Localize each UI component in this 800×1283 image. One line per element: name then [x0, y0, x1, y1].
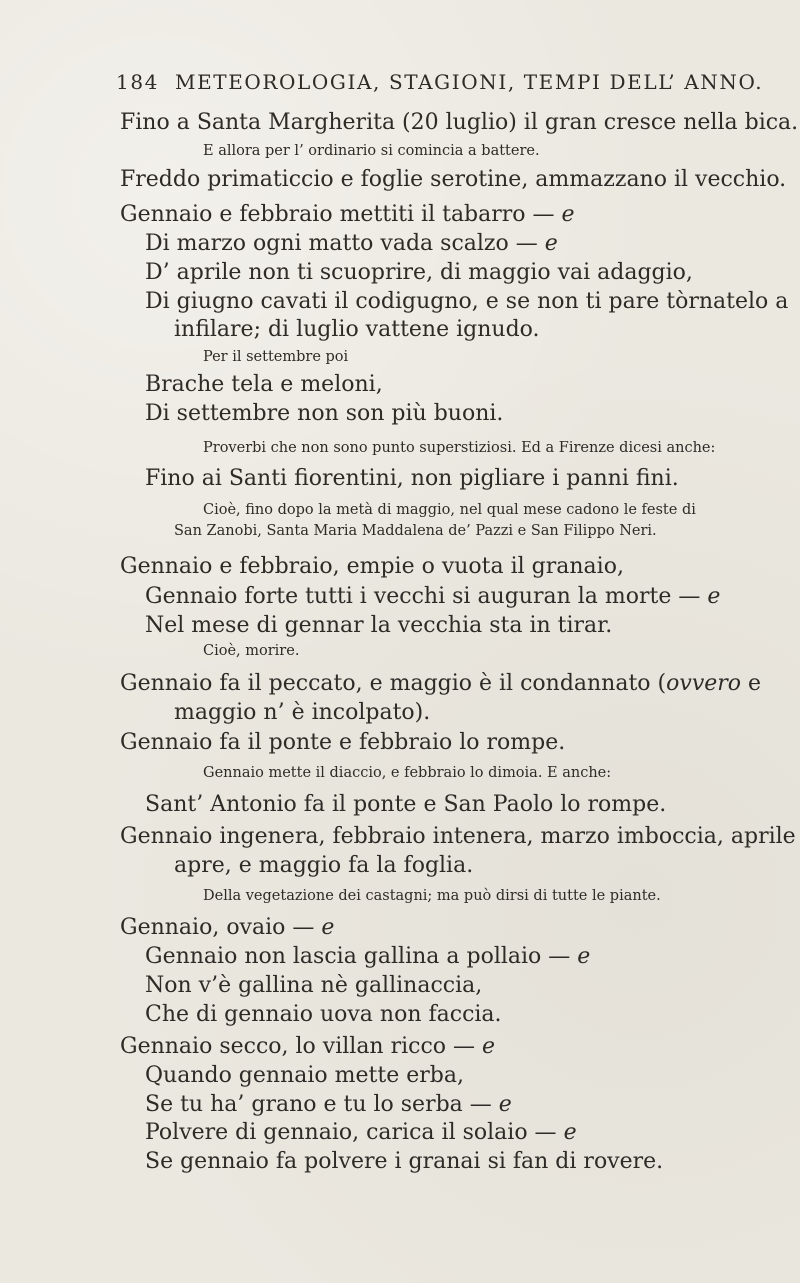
commentary-line: Cioè, fino dopo la metà di maggio, nel qual mese cadono le feste di — [203, 502, 696, 518]
running-header — [116, 70, 764, 94]
commentary-line: Proverbi che non sono punto superstiziosi. Ed a Firenze dicesi anche: — [203, 440, 716, 456]
proverb-line: Non v’è gallina nè gallinaccia, — [145, 973, 483, 998]
proverb-line: Gennaio fa il peccato, e maggio è il condannato (ovvero e — [120, 671, 762, 696]
proverb-line: Se gennaio fa polvere i granai si fan di rovere. — [145, 1149, 664, 1174]
proverb-line: Gennaio fa il ponte e febbraio lo rompe. — [120, 730, 566, 755]
commentary-line: Per il settembre poi — [203, 349, 349, 365]
proverb-line: Quando gennaio mette erba, — [145, 1063, 464, 1088]
proverb-line: maggio n’ è incolpato). — [174, 700, 431, 725]
proverb-line: Gennaio forte tutti i vecchi si auguran la morte — e — [145, 584, 721, 609]
proverb-line: apre, e maggio fa la foglia. — [174, 853, 474, 878]
proverb-line: Fino ai Santi fiorentini, non pigliare i panni fini. — [145, 466, 679, 491]
proverb-line: Gennaio, ovaio — e — [120, 915, 335, 940]
commentary-line: E allora per l’ ordinario si comincia a battere. — [203, 143, 540, 159]
proverb-line: Gennaio non lascia gallina a pollaio — e — [145, 944, 591, 969]
proverb-line: Gennaio e febbraio, empie o vuota il granaio, — [120, 554, 624, 579]
proverb-line: Nel mese di gennar la vecchia sta in tirar. — [145, 613, 613, 638]
proverb-line: Se tu ha’ grano e tu lo serba — e — [145, 1092, 512, 1117]
page-number: 184 — [116, 70, 159, 94]
proverb-line: Di marzo ogni matto vada scalzo — e — [145, 231, 558, 256]
proverb-line: Gennaio e febbraio mettiti il tabarro — e — [120, 202, 575, 227]
proverb-line: Sant’ Antonio fa il ponte e San Paolo lo rompe. — [145, 792, 667, 817]
proverb-line: Gennaio secco, lo villan ricco — e — [120, 1034, 496, 1059]
proverb-line: Fino a Santa Margherita (20 luglio) il gran cresce nella bica. — [120, 110, 799, 135]
proverb-line: D’ aprile non ti scuoprire, di maggio vai adaggio, — [145, 260, 693, 285]
proverb-line: Gennaio ingenera, febbraio intenera, marzo imboccia, aprile — [120, 824, 796, 849]
commentary-line: Cioè, morire. — [203, 643, 300, 659]
proverb-line: Brache tela e meloni, — [145, 372, 383, 397]
commentary-line: San Zanobi, Santa Maria Maddalena de’ Pazzi e San Filippo Neri. — [174, 523, 657, 539]
running-title: METEOROLOGIA, STAGIONI, TEMPI DELL’ ANNO. — [174, 70, 764, 94]
proverb-line: Che di gennaio uova non faccia. — [145, 1002, 502, 1027]
proverb-line: Freddo primaticcio e foglie serotine, ammazzano il vecchio. — [120, 167, 787, 192]
proverb-line: Di giugno cavati il codigugno, e se non ti pare tòrnatelo a — [145, 289, 789, 314]
commentary-line: Gennaio mette il diaccio, e febbraio lo dimoia. E anche: — [203, 765, 612, 781]
commentary-line: Della vegetazione dei castagni; ma può dirsi di tutte le piante. — [203, 888, 661, 904]
proverb-line: infilare; di luglio vattene ignudo. — [174, 317, 540, 342]
proverb-line: Di settembre non son più buoni. — [145, 401, 504, 426]
proverb-line: Polvere di gennaio, carica il solaio — e — [145, 1120, 577, 1145]
